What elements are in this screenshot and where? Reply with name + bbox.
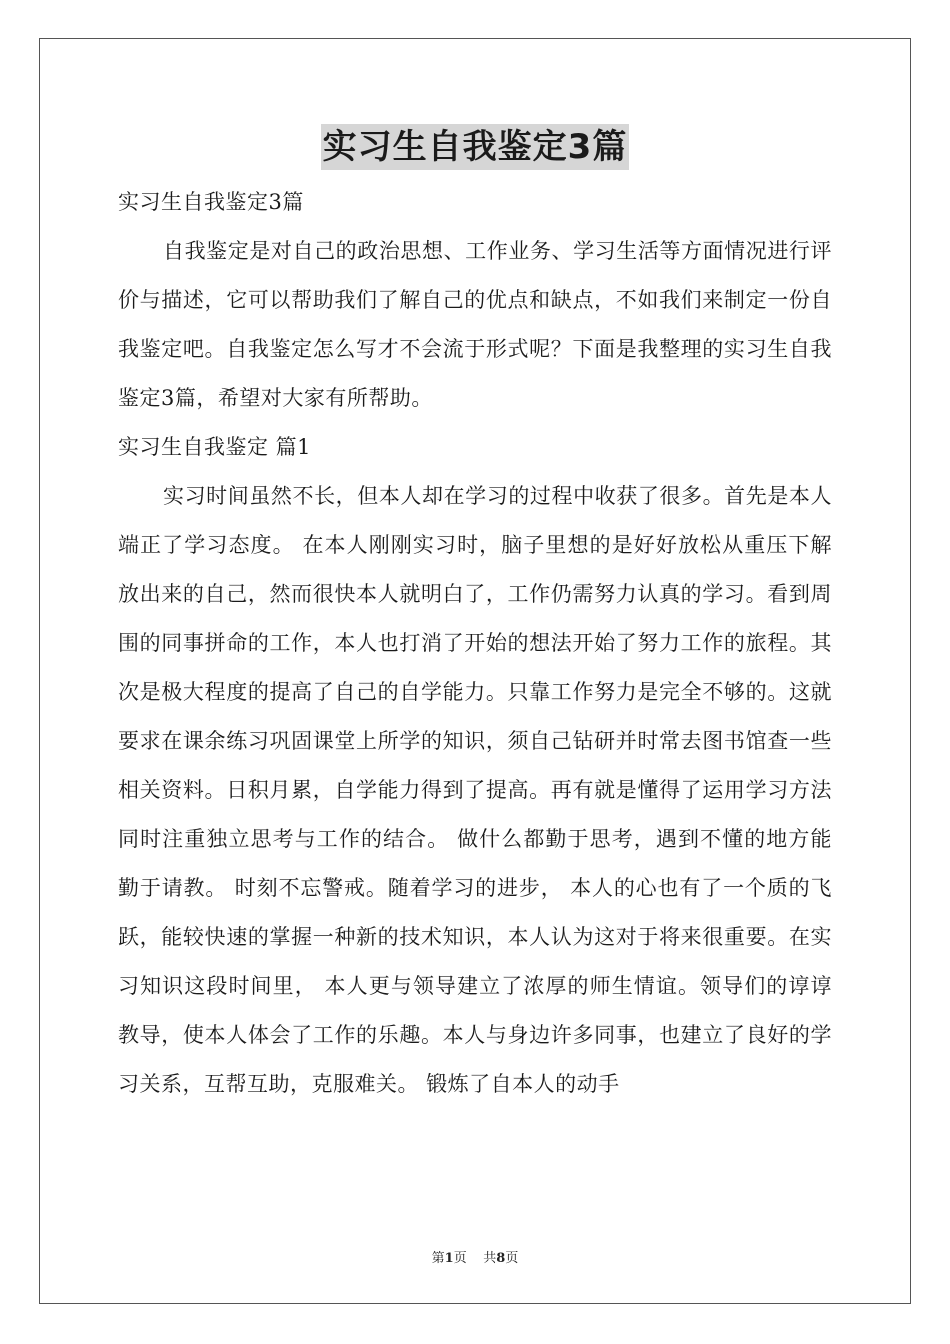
document-subtitle: 实习生自我鉴定3篇 <box>118 190 304 214</box>
footer-page-unit: 页 <box>453 1251 467 1266</box>
intro-paragraph: 自我鉴定是对自己的政治思想、工作业务、学习生活等方面情况进行评价与描述，它可以帮助我们了解自己的优点和缺点，不如我们来制定一份自我鉴定吧。自我鉴定怎么写才不会流于形式呢？下面是我整理的实习生自我鉴定3篇，希望对大家有所帮助。 <box>118 239 832 410</box>
document-body <box>118 178 832 1109</box>
footer-page-prefix: 第 <box>431 1251 445 1266</box>
footer-total-unit: 页 <box>505 1251 519 1266</box>
section-paragraph: 实习时间虽然不长，但本人却在学习的过程中收获了很多。首先是本人端正了学习态度。 在本人刚刚实习时，脑子里想的是好好放松从重压下解放出来的自己，然而很快本人就明白了，工作仍需努力认真的学习。看到周围的同事拼命的工作，本人也打消了开始的想法开始了努力工作的旅程。其次是极大程度的提高了自己的自学能力。只靠工作努力是完全不够的。这就要求在课余练习巩固课堂上所学的知识，须自己钻研并时常去图书馆查一些相关资料。日积月累，自学能力得到了提高。再有就是懂得了运用学习方法同时注重独立思考与工作的结合。 做什么都勤于思考，遇到不懂的地方能勤于请教。 时刻不忘警戒。随着学习的进步， 本人的心也有了一个质的飞跃，能较快速的掌握一种新的技术知识，本人认为这对于将来很重要。在实习知识这段时间里， 本人更与领导建立了浓厚的师生情谊。领导们的谆谆教导，使本人体会了工作的乐趣。本人与身边许多同事，也建立了良好的学习关系，互帮互助，克服难关。 锻炼了自本人的动手 <box>118 484 832 1096</box>
footer-page-current: 1 <box>444 1251 454 1266</box>
document-title: 实习生自我鉴定3篇 <box>321 124 630 170</box>
section-heading: 实习生自我鉴定 篇1 <box>118 435 312 459</box>
footer-total-prefix: 共 <box>483 1251 497 1266</box>
footer-page-total: 8 <box>496 1251 506 1266</box>
page-footer <box>0 1247 950 1266</box>
title-container <box>0 124 950 170</box>
